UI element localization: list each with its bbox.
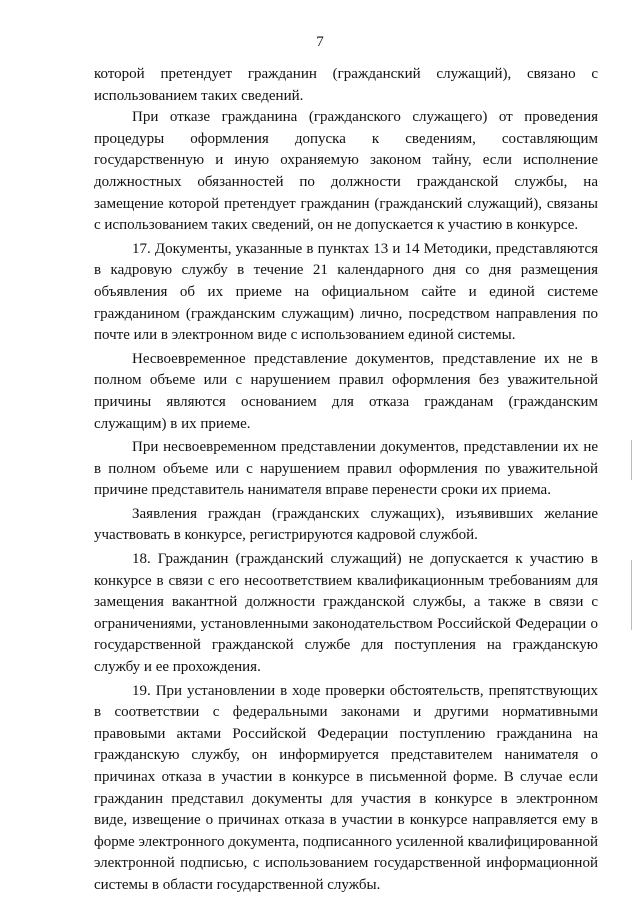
- paragraph-clause-17: 17. Документы, указанные в пунктах 13 и 14 Методики, представляются в кадровую службу в течение 21 календарного дня со дня размещения объявления об их приеме на официальном сайте и единой системе гражданином (гражданским служащим) лично, посредством направления по почте или в электронном виде с использованием единой системы.: [94, 240, 598, 344]
- page-number: 7: [316, 34, 324, 50]
- paragraph-refusal-clearance: При отказе гражданина (гражданского служащего) от проведения процедуры оформления допуска к сведениям, составляющим государственную и иную охраняемую законом тайну, если исполнение должностных обязанностей по должности гражданской службы, на замещение которой претендует гражданин (гражданский служащий), связаны с использованием таких сведений, он не допускается к участию в конкурсе.: [94, 109, 598, 234]
- scan-margin-mark: [631, 560, 632, 630]
- paragraph-clause-19: 19. При установлении в ходе проверки обстоятельств, препятствующих в соответствии с федеральными законами и другими нормативными правовыми актами Российской Федерации поступлению гражданина на гражданскую службу, он информируется представителем нанимателя о причинах отказа в участии в конкурсе в письменной форме. В случае если гражданин представил документы для участия в конкурсе в электронном виде, извещение о причинах отказа в участии в конкурсе направляется ему в форме электронного документа, подписанного усиленной квалифицированной электронной подписью, с использованием государственной информационной системы в области государственной службы.: [94, 682, 598, 893]
- paragraph-clause-18: 18. Гражданин (гражданский служащий) не допускается к участию в конкурсе в связи с его несоответствием квалификационным требованиям для замещения вакантной должности гражданской службы, а также в связи с ограничениями, установленными законодательством Российской Федерации о государственной гражданской службе для поступления на гражданскую службу и ее прохождения.: [94, 551, 598, 676]
- paragraph-valid-reason: При несвоевременном представлении документов, представлении их не в полном объеме или с нарушением правил оформления по уважительной причине представитель нанимателя вправе перенести сроки их приема.: [94, 439, 598, 499]
- scan-margin-mark: [631, 440, 632, 480]
- paragraph-continuation: которой претендует гражданин (гражданский служащий), связано с использованием таких сведений.: [94, 66, 598, 104]
- document-body: [94, 64, 598, 897]
- paragraph-registration: Заявления граждан (гражданских служащих), изъявивших желание участвовать в конкурсе, регистрируются кадровой службой.: [94, 505, 598, 544]
- paragraph-late-submission: Несвоевременное представление документов, представление их не в полном объеме или с нарушением правил оформления без уважительной причины являются основанием для отказа гражданам (гражданским служащим) в их приеме.: [94, 350, 598, 432]
